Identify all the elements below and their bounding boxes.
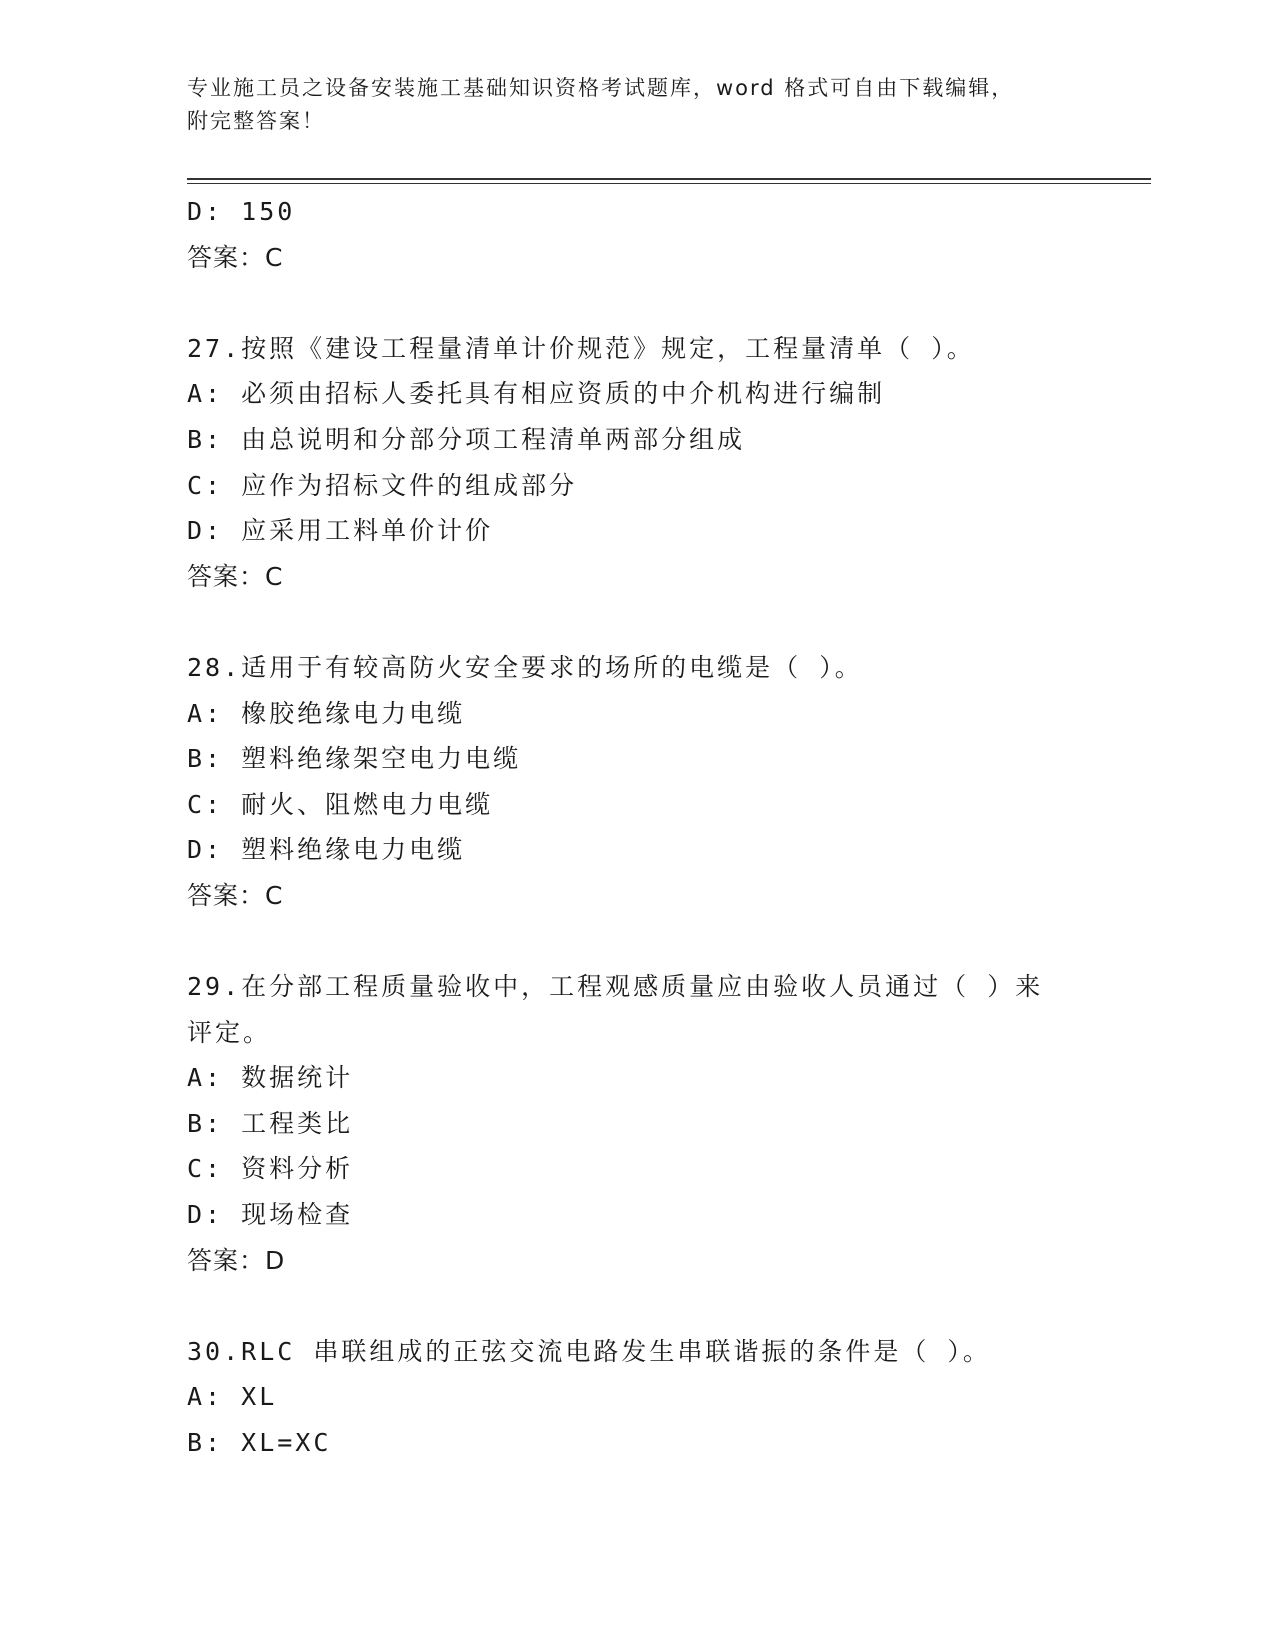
- question-29-answer: 答案：D: [187, 1245, 286, 1275]
- question-30-block: [187, 1329, 1087, 1466]
- question-list: [187, 189, 1087, 1466]
- header-title-line-1: 专业施工员之设备安装施工基础知识资格考试题库，word 格式可自由下载编辑，: [187, 76, 1015, 100]
- question-28-option-c: C: 耐火、阻燃电力电缆: [187, 789, 494, 819]
- question-29-option-c: C: 资料分析: [187, 1154, 354, 1184]
- question-29-stem-line-2: 评定。: [187, 1017, 272, 1047]
- page-header: [187, 72, 1087, 138]
- question-28-stem: 28.适用于有较高防火安全要求的场所的电缆是（ ）。: [187, 652, 863, 682]
- header-title-line-2: 附完整答案！: [187, 109, 325, 133]
- header-divider-thin: [187, 183, 1151, 184]
- question-30-option-a: A: XL: [187, 1382, 278, 1412]
- question-29-stem-line-1: 29.在分部工程质量验收中，工程观感质量应由验收人员通过（ ）来: [187, 972, 1044, 1002]
- question-28-option-d: D: 塑料绝缘电力电缆: [187, 835, 466, 865]
- question-27-stem: 27.按照《建设工程量清单计价规范》规定，工程量清单（ ）。: [187, 333, 975, 363]
- question-28-option-b: B: 塑料绝缘架空电力电缆: [187, 744, 522, 774]
- question-27-option-b: B: 由总说明和分部分项工程清单两部分组成: [187, 424, 746, 454]
- question-28-answer: 答案：C: [187, 880, 284, 910]
- header-divider-thick: [187, 178, 1151, 180]
- question-26-option-d: D: 150: [187, 197, 296, 226]
- question-27-option-d: D: 应采用工料单价计价: [187, 516, 494, 546]
- spacer: [187, 599, 1087, 645]
- question-29-option-b: B: 工程类比: [187, 1108, 354, 1138]
- question-29-option-a: A: 数据统计: [187, 1063, 354, 1093]
- question-27-option-a: A: 必须由招标人委托具有相应资质的中介机构进行编制: [187, 379, 886, 409]
- question-29-block: [187, 964, 1087, 1283]
- question-27-block: [187, 326, 1087, 600]
- question-28-block: [187, 645, 1087, 919]
- question-26-answer: 答案：C: [187, 242, 284, 272]
- question-30-stem: 30.RLC 串联组成的正弦交流电路发生串联谐振的条件是（ ）。: [187, 1336, 991, 1366]
- question-27-answer: 答案：C: [187, 561, 284, 591]
- question-29-option-d: D: 现场检查: [187, 1200, 354, 1230]
- question-26-block: [187, 189, 1087, 280]
- spacer: [187, 919, 1087, 965]
- question-27-option-c: C: 应作为招标文件的组成部分: [187, 470, 578, 500]
- question-30-option-b: B: XL=XC: [187, 1428, 332, 1458]
- spacer: [187, 1283, 1087, 1329]
- question-28-option-a: A: 橡胶绝缘电力电缆: [187, 698, 466, 728]
- spacer: [187, 280, 1087, 326]
